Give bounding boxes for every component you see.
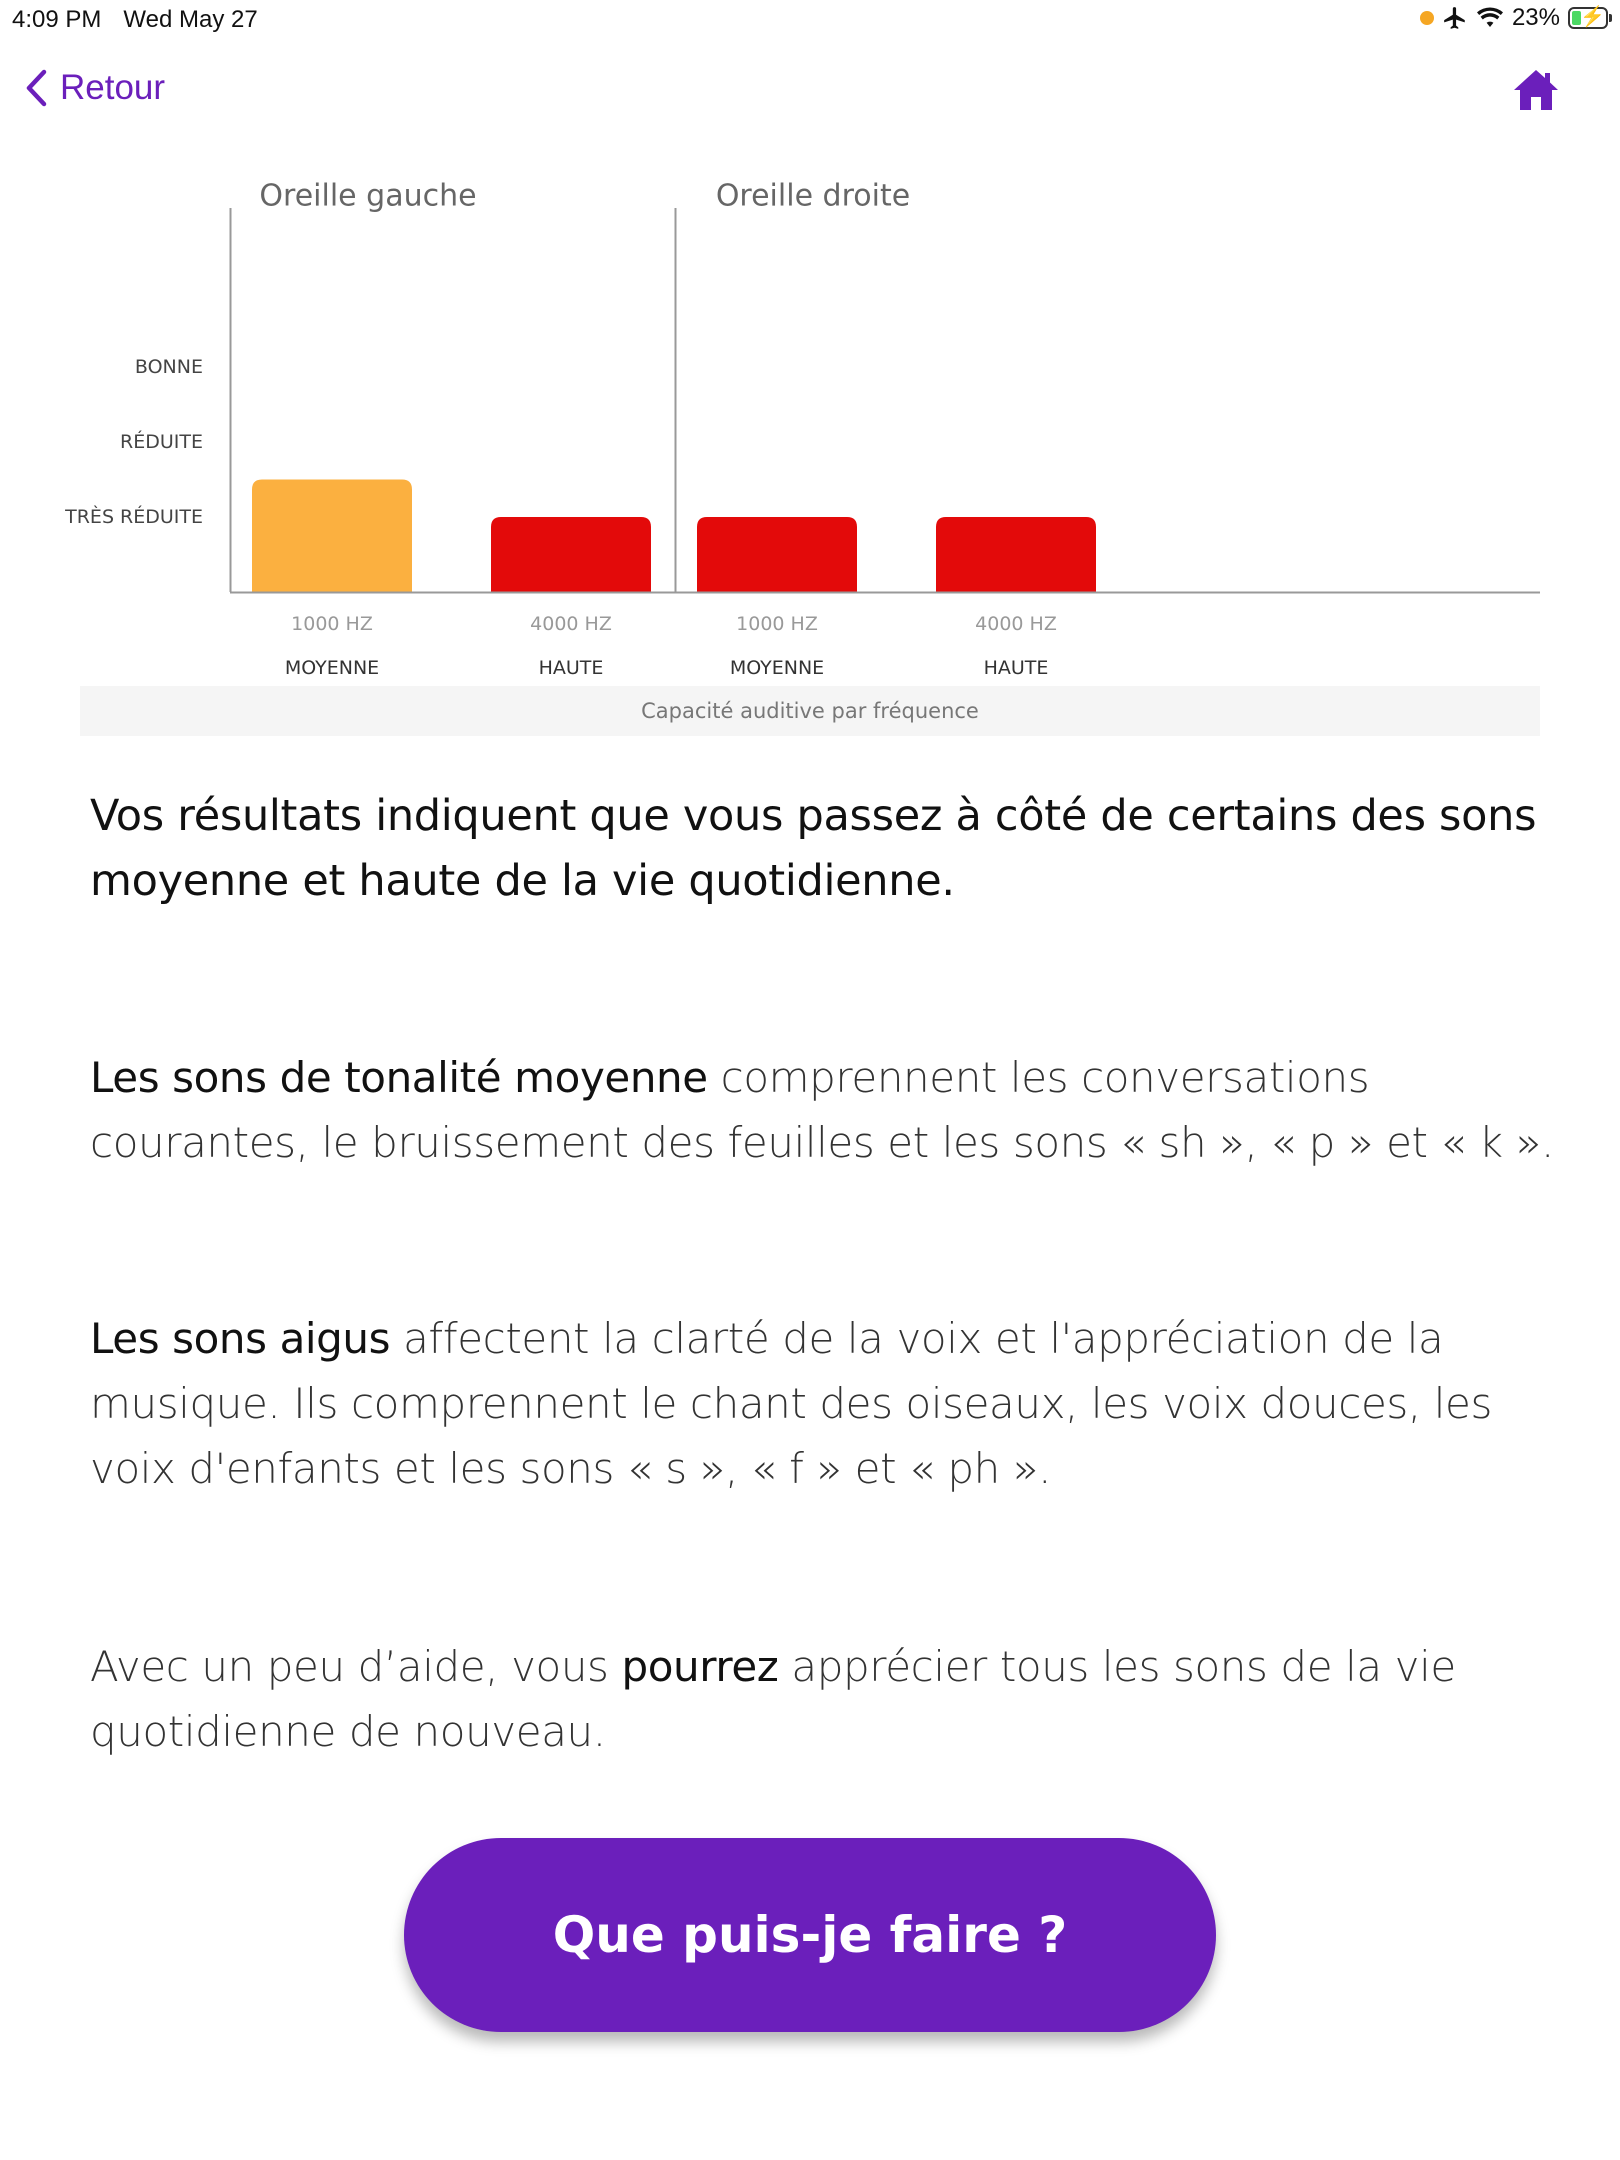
y-level-label: BONNE: [134, 356, 203, 378]
hearing-chart: [65, 178, 1540, 736]
x-band-label: MOYENNE: [729, 657, 825, 679]
bar: [936, 517, 1096, 592]
chevron-left-icon: [24, 68, 48, 108]
battery-percent: 23%: [1511, 4, 1560, 31]
back-label: Retour: [60, 68, 166, 107]
help-text-post: apprécier tous les sons de la vie quotidienne de nouveau.: [90, 1642, 1456, 1756]
high-tones-paragraph: [90, 1306, 1560, 1501]
bar: [697, 517, 857, 592]
x-band-label: MOYENNE: [284, 657, 380, 679]
x-freq-label: 4000 HZ: [975, 613, 1057, 635]
help-text-bold: pourrez: [621, 1642, 779, 1691]
back-button[interactable]: [24, 68, 165, 108]
what-can-i-do-button[interactable]: Que puis-je faire ?: [404, 1838, 1216, 2032]
help-paragraph: [90, 1634, 1560, 1764]
help-text-pre: Avec un peu d’aide, vous: [90, 1642, 622, 1691]
x-band-label: HAUTE: [983, 657, 1049, 679]
status-left: [12, 6, 258, 34]
mid-tones-text: comprennent les conversations courantes, le bruissement des feuilles et les sons « sh », « p » et « k ».: [90, 1053, 1554, 1167]
bar: [252, 480, 412, 593]
home-icon[interactable]: [1512, 66, 1560, 114]
battery-charging-icon: ⚡: [1568, 7, 1608, 29]
x-freq-label: 1000 HZ: [291, 613, 373, 635]
high-tones-heading: Les sons aigus: [90, 1314, 391, 1363]
high-tones-text: affectent la clarté de la voix et l'appréciation de la musique. Ils comprennent le chant des oiseaux, les voix douces, les voix d'enfants et les sons « s », « f » et « ph ».: [90, 1314, 1492, 1493]
bar: [491, 517, 651, 592]
x-band-label: HAUTE: [538, 657, 604, 679]
y-level-label: RÉDUITE: [120, 431, 203, 453]
recording-dot-icon: [1420, 11, 1434, 25]
panel-title: Oreille gauche: [259, 178, 477, 214]
panel-title: Oreille droite: [715, 178, 911, 214]
x-freq-label: 4000 HZ: [530, 613, 612, 635]
status-date: Wed May 27: [123, 6, 258, 33]
hearing-chart-svg: [65, 178, 1540, 686]
wifi-icon: [1476, 7, 1504, 29]
chart-caption: Capacité auditive par fréquence: [80, 686, 1540, 736]
results-summary: Vos résultats indiquent que vous passez à côté de certains des sons moyenne et haute de la vie quotidienne.: [90, 791, 1537, 906]
mid-tones-paragraph: [90, 1045, 1560, 1175]
x-freq-label: 1000 HZ: [736, 613, 818, 635]
status-bar: [0, 0, 1620, 40]
y-level-label: TRÈS RÉDUITE: [65, 506, 203, 528]
airplane-icon: [1442, 5, 1468, 31]
mid-tones-heading: Les sons de tonalité moyenne: [90, 1053, 708, 1102]
status-right: [1420, 4, 1608, 32]
status-time: 4:09 PM: [12, 6, 102, 33]
